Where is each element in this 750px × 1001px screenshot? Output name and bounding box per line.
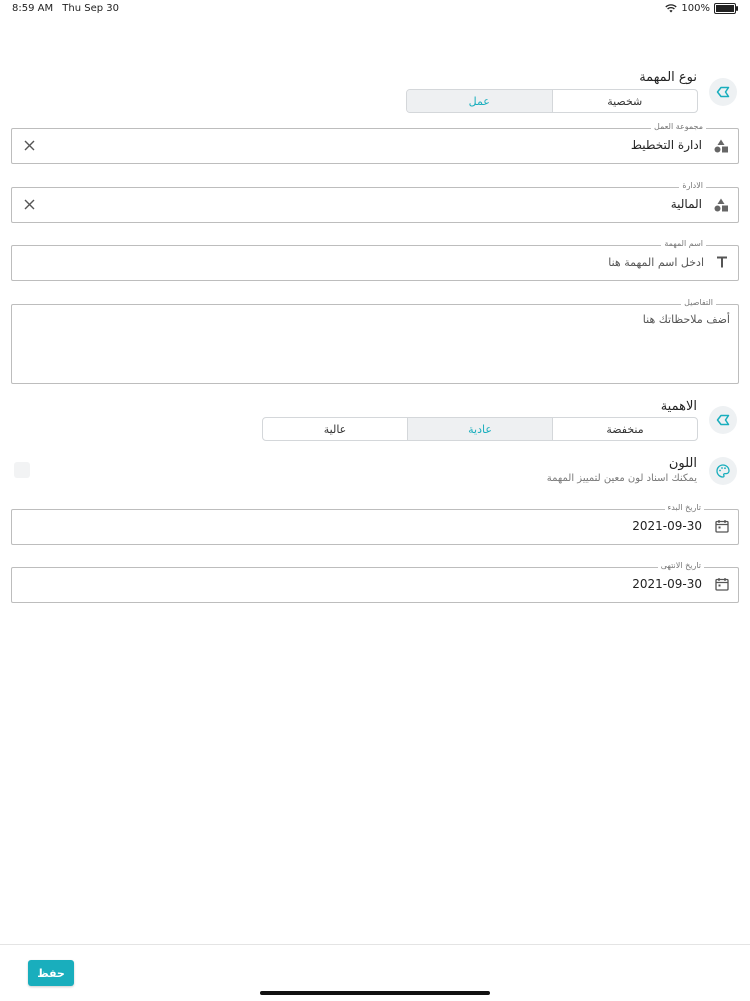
task-type-segmented[interactable] <box>406 89 698 113</box>
work-group-field[interactable] <box>11 122 739 164</box>
tag-icon <box>709 406 737 434</box>
task-name-placeholder: ادخل اسم المهمة هنا <box>608 256 704 269</box>
color-title: اللون <box>668 456 697 471</box>
importance-option-low[interactable]: منخفضة <box>552 418 697 440</box>
task-type-option-personal[interactable]: شخصية <box>552 90 698 112</box>
start-date-value: 2021-09-30 <box>632 519 702 533</box>
battery-icon <box>714 3 736 14</box>
end-date-label: تاريخ الانتهى <box>658 561 704 570</box>
palette-icon <box>709 457 737 485</box>
bottom-bar <box>0 944 750 1001</box>
task-name-label: اسم المهمة <box>661 239 706 248</box>
battery-fill <box>716 5 734 12</box>
details-textarea[interactable] <box>11 298 739 384</box>
save-button[interactable]: حفظ <box>28 960 74 986</box>
department-field[interactable] <box>11 181 739 223</box>
status-bar <box>0 0 750 18</box>
wifi-icon <box>665 4 677 13</box>
tag-icon <box>709 78 737 106</box>
department-value: المالية <box>670 197 702 211</box>
status-time: 8:59 AM <box>12 3 54 14</box>
start-date-field[interactable] <box>11 503 739 545</box>
work-group-value: ادارة التخطيط <box>630 138 702 152</box>
calendar-icon[interactable] <box>715 577 729 591</box>
task-type-option-work[interactable]: عمل <box>407 90 552 112</box>
shapes-icon <box>713 139 729 153</box>
end-date-field[interactable] <box>11 561 739 603</box>
calendar-icon[interactable] <box>715 519 729 533</box>
importance-title: الاهمية <box>660 399 697 414</box>
importance-segmented[interactable] <box>262 417 698 441</box>
end-date-value: 2021-09-30 <box>632 577 702 591</box>
details-placeholder: أضف ملاحظاتك هنا <box>642 313 730 326</box>
shapes-icon <box>713 198 729 212</box>
importance-option-high[interactable]: عالية <box>323 422 347 436</box>
work-group-label: مجموعة العمل <box>651 122 706 131</box>
status-date: Thu Sep 30 <box>62 3 120 14</box>
task-name-field[interactable] <box>11 239 739 281</box>
battery-percent: 100% <box>681 3 710 14</box>
start-date-label: تاريخ البدء <box>665 503 705 512</box>
details-label: التفاصيل <box>681 298 716 307</box>
clear-work-group-icon[interactable] <box>24 140 35 151</box>
color-swatch[interactable] <box>14 462 30 478</box>
text-icon <box>716 256 728 268</box>
task-type-title: نوع المهمة <box>639 70 697 85</box>
clear-department-icon[interactable] <box>24 199 35 210</box>
importance-option-normal[interactable]: عادية <box>407 418 552 440</box>
color-subtitle: يمكنك اسناد لون معين لتمييز المهمة <box>546 473 697 484</box>
department-label: الادارة <box>679 181 706 190</box>
home-indicator <box>260 991 490 995</box>
